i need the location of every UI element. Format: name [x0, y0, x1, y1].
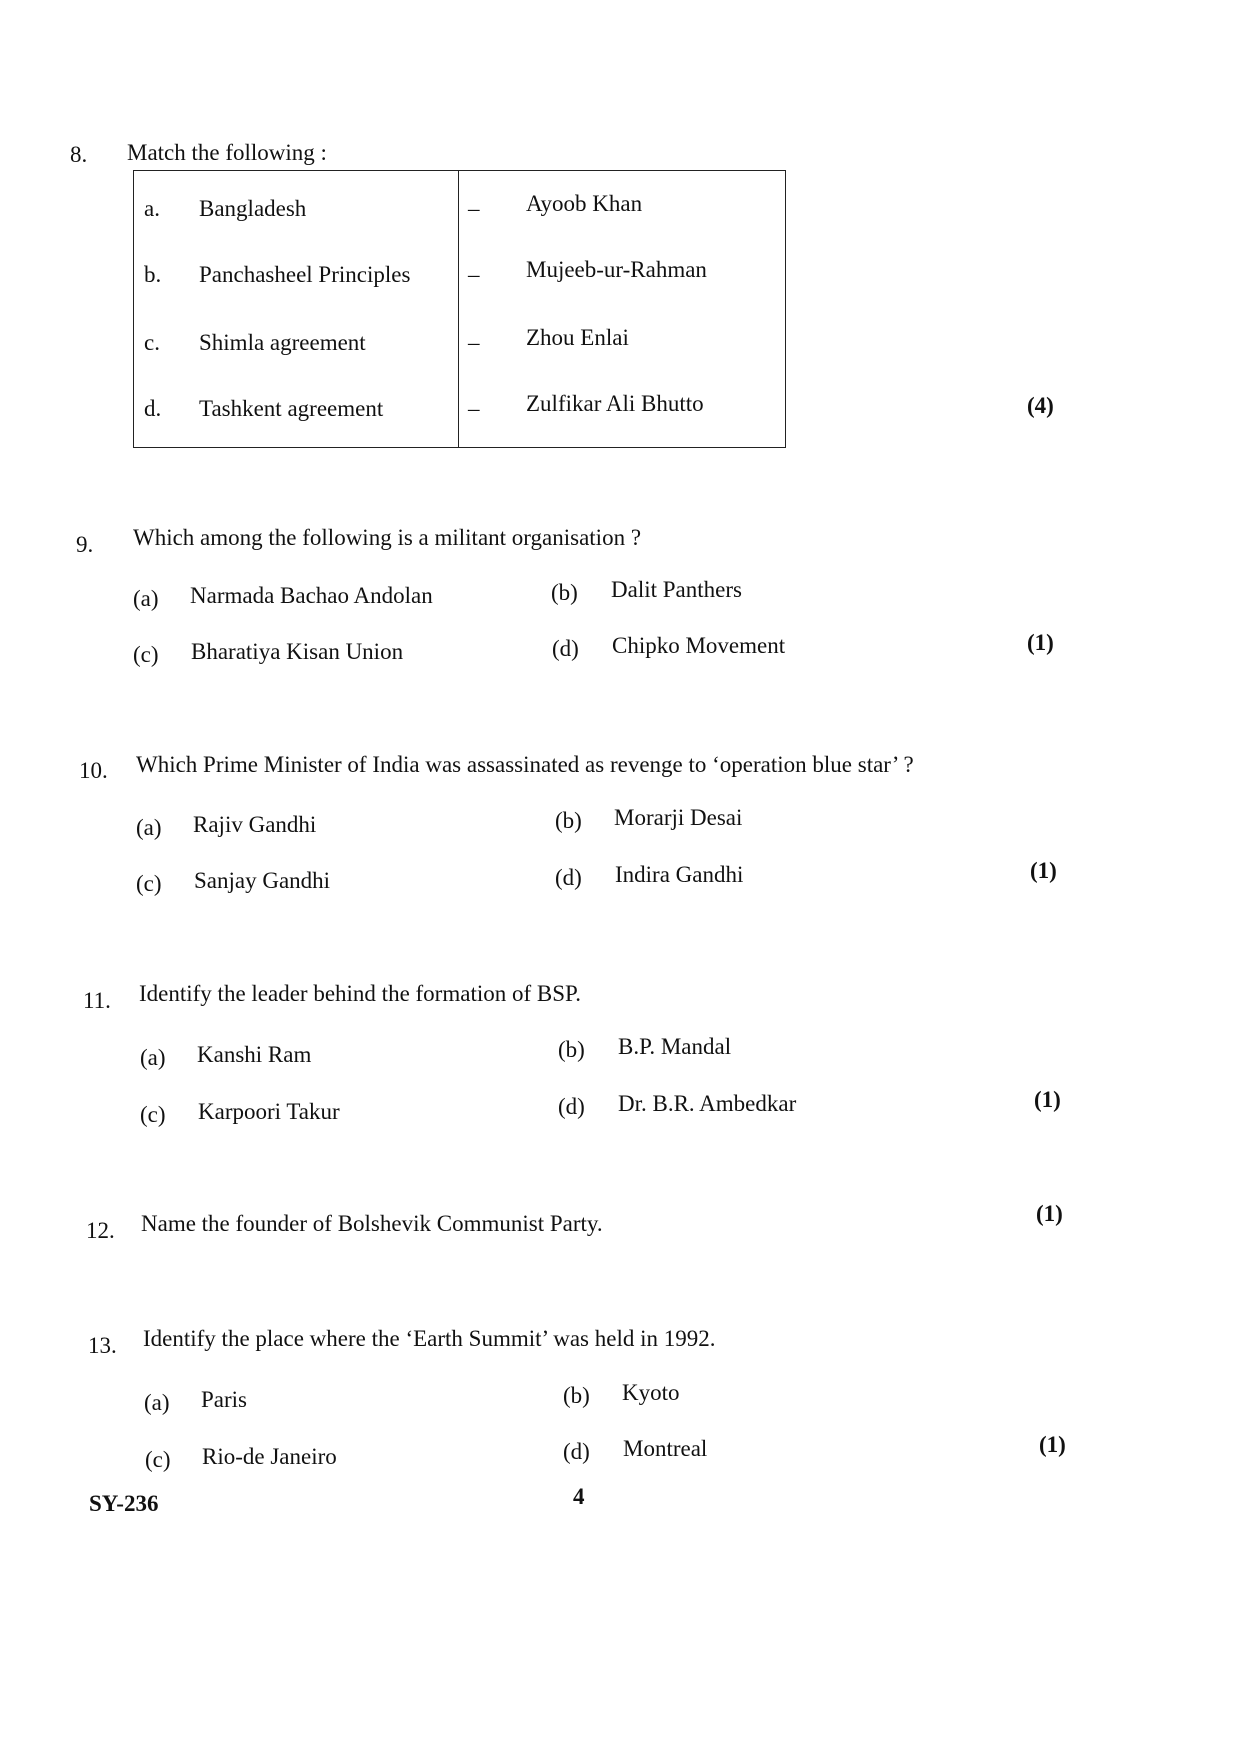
question-12-marks: (1)	[1036, 1201, 1063, 1226]
q9-option-c-label: (c)	[133, 642, 159, 667]
q10-option-d-text: Indira Gandhi	[615, 862, 744, 887]
q10-option-b-label: (b)	[555, 808, 582, 833]
match-table	[133, 170, 786, 448]
q9-option-a-text: Narmada Bachao Andolan	[190, 583, 433, 608]
q13-option-b-text: Kyoto	[622, 1380, 680, 1405]
question-12-number: 12.	[86, 1218, 115, 1243]
question-11-number: 11.	[83, 988, 111, 1013]
match-row-a	[134, 191, 785, 236]
q13-option-a-label: (a)	[144, 1390, 170, 1415]
q10-option-b-text: Morarji Desai	[614, 805, 743, 830]
match-row-letter: a.	[144, 196, 160, 221]
match-row-letter: c.	[144, 330, 160, 355]
question-11-marks: (1)	[1034, 1087, 1061, 1112]
q9-option-a-label: (a)	[133, 586, 159, 611]
question-8-number: 8.	[70, 142, 88, 167]
match-row-c	[134, 325, 785, 370]
q10-option-d-label: (d)	[555, 865, 582, 890]
question-10-text: Which Prime Minister of India was assassinated as revenge to ‘operation blue star’ ?	[136, 752, 914, 777]
match-row-dash: –	[468, 196, 480, 221]
question-10-marks: (1)	[1030, 858, 1057, 883]
q9-option-d-label: (d)	[552, 636, 579, 661]
q13-option-c-label: (c)	[145, 1447, 171, 1472]
paper-code: SY-236	[89, 1491, 159, 1516]
page-number: 4	[573, 1484, 585, 1509]
q13-option-a-text: Paris	[201, 1387, 247, 1412]
q9-option-c-text: Bharatiya Kisan Union	[191, 639, 404, 664]
match-row-letter: d.	[144, 396, 162, 421]
q9-option-b-label: (b)	[551, 580, 578, 605]
match-row-left: Shimla agreement	[199, 330, 366, 355]
match-row-d	[134, 391, 785, 436]
match-row-right: Zulfikar Ali Bhutto	[526, 391, 704, 416]
q11-option-d-text: Dr. B.R. Ambedkar	[618, 1091, 797, 1116]
match-row-left: Tashkent agreement	[199, 396, 384, 421]
question-13-marks: (1)	[1039, 1432, 1066, 1457]
match-row-letter: b.	[144, 262, 162, 287]
q13-option-c-text: Rio-de Janeiro	[202, 1444, 337, 1469]
question-8-marks: (4)	[1027, 393, 1054, 418]
q11-option-b-text: B.P. Mandal	[618, 1034, 732, 1059]
question-9-text: Which among the following is a militant organisation ?	[133, 525, 642, 550]
q13-option-d-label: (d)	[563, 1439, 590, 1464]
q10-option-a-label: (a)	[136, 815, 162, 840]
q13-option-b-label: (b)	[563, 1383, 590, 1408]
question-9-number: 9.	[76, 532, 94, 557]
match-row-right: Mujeeb-ur-Rahman	[526, 257, 707, 282]
q11-option-a-text: Kanshi Ram	[197, 1042, 312, 1067]
match-row-left: Panchasheel Principles	[199, 262, 411, 287]
q11-option-b-label: (b)	[558, 1037, 585, 1062]
question-12-text: Name the founder of Bolshevik Communist Party.	[141, 1211, 603, 1236]
q13-option-d-text: Montreal	[623, 1436, 708, 1461]
question-13-number: 13.	[88, 1333, 117, 1358]
match-row-right: Zhou Enlai	[526, 325, 629, 350]
q11-option-d-label: (d)	[558, 1094, 585, 1119]
q9-option-d-text: Chipko Movement	[612, 633, 786, 658]
match-row-dash: –	[468, 262, 480, 287]
match-row-dash: –	[468, 330, 480, 355]
match-row-b	[134, 257, 785, 302]
match-row-left: Bangladesh	[199, 196, 307, 221]
q10-option-c-label: (c)	[136, 871, 162, 896]
q11-option-c-label: (c)	[140, 1102, 166, 1127]
q11-option-a-label: (a)	[140, 1045, 166, 1070]
q10-option-c-text: Sanjay Gandhi	[194, 868, 331, 893]
question-9-marks: (1)	[1027, 630, 1054, 655]
question-11-text: Identify the leader behind the formation of BSP.	[139, 981, 582, 1006]
q10-option-a-text: Rajiv Gandhi	[193, 812, 317, 837]
question-8-text: Match the following :	[127, 140, 327, 165]
q9-option-b-text: Dalit Panthers	[611, 577, 742, 602]
question-10-number: 10.	[79, 758, 108, 783]
match-row-right: Ayoob Khan	[526, 191, 643, 216]
question-13-text: Identify the place where the ‘Earth Summit’ was held in 1992.	[143, 1326, 716, 1351]
q11-option-c-text: Karpoori Takur	[198, 1099, 340, 1124]
match-row-dash: –	[468, 396, 480, 421]
